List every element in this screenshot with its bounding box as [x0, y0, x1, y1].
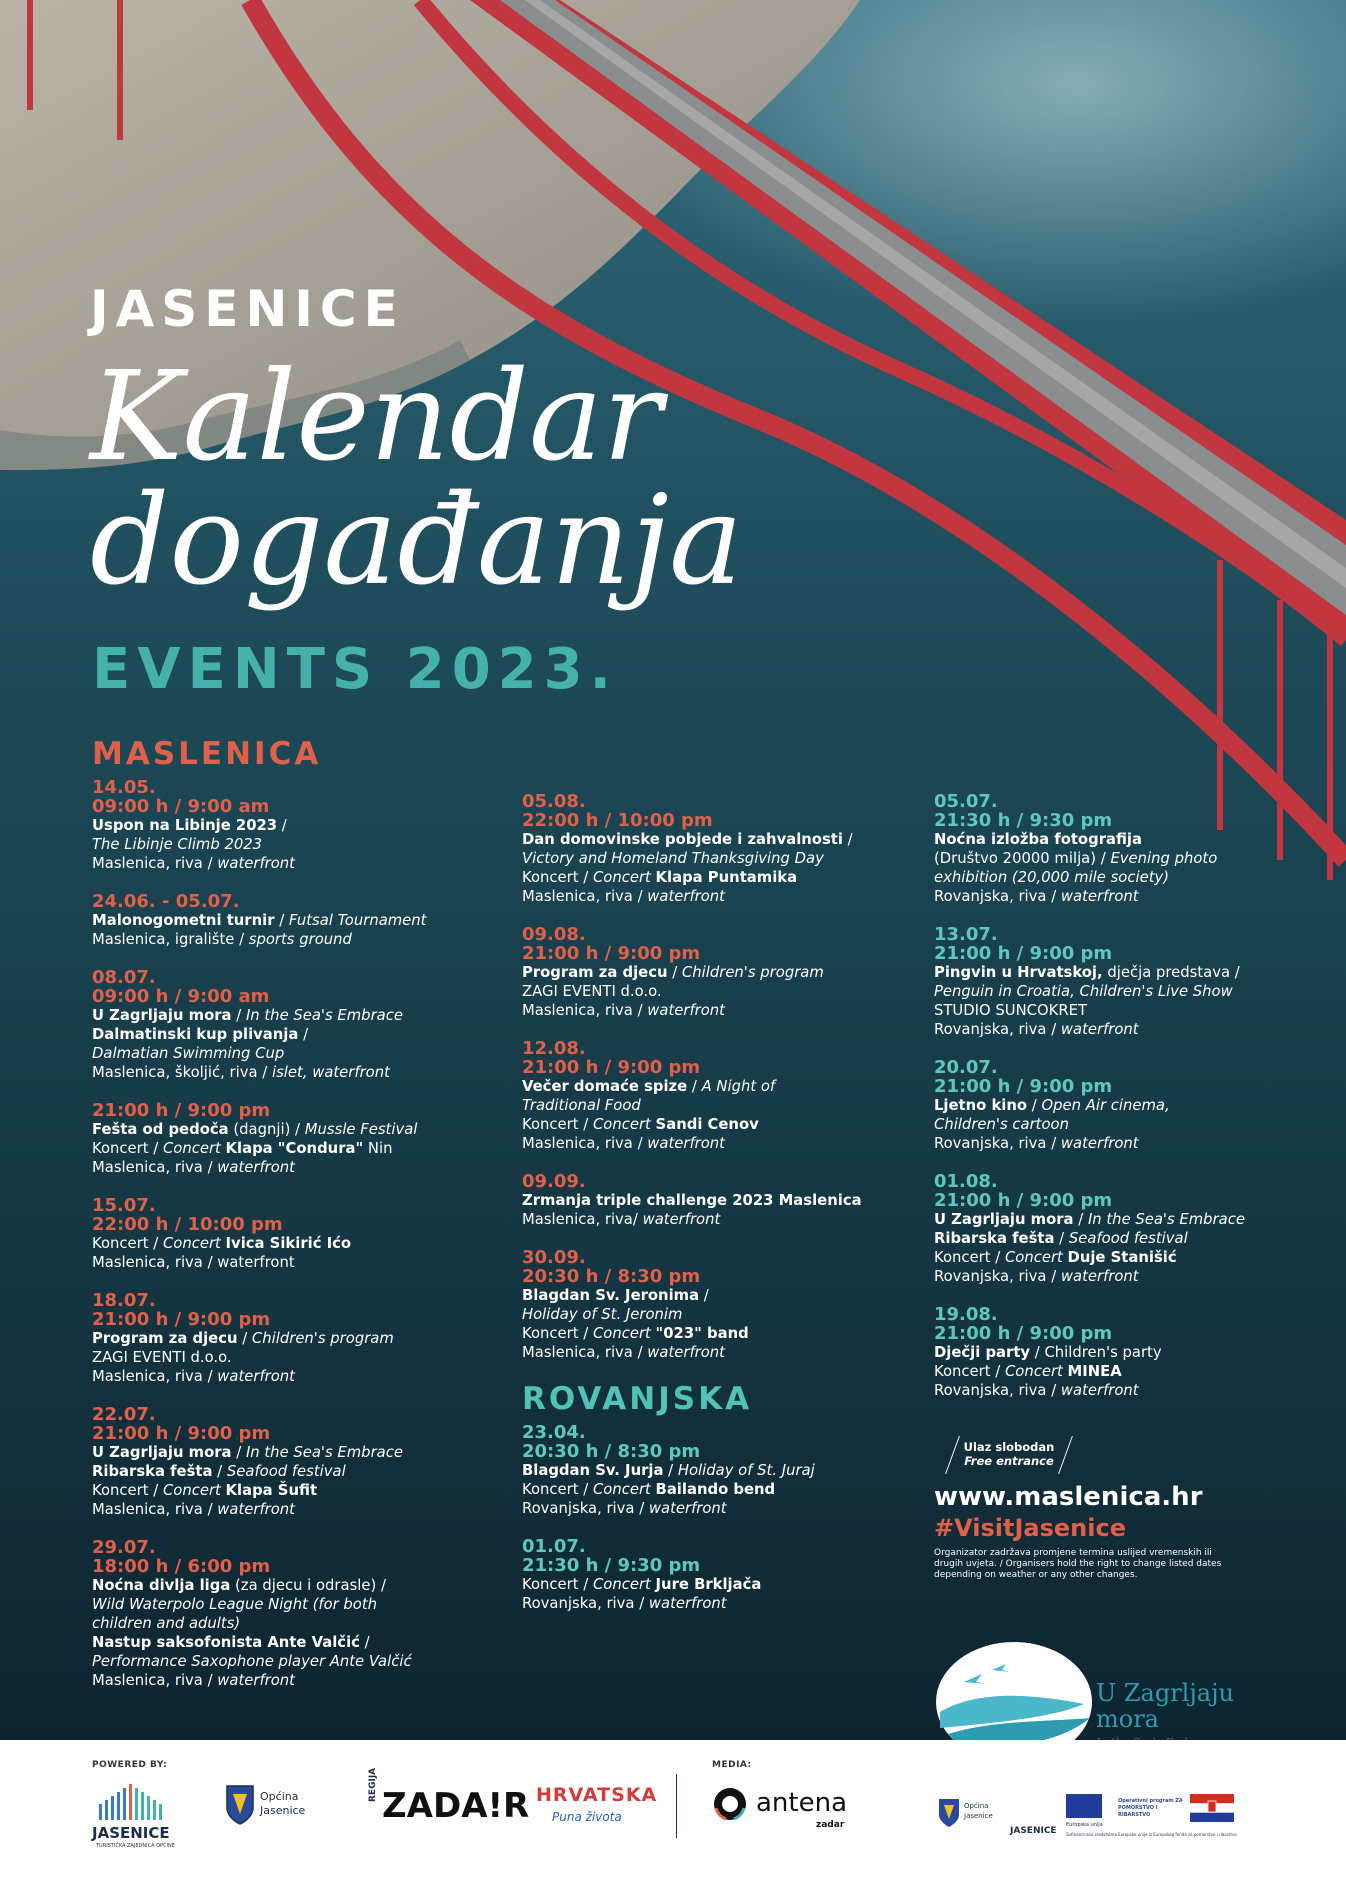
event-title: Uspon na Libinje 2023: [92, 817, 278, 834]
event-title-mid: (Društvo 20000 milja) /: [934, 850, 1106, 867]
event-performer: MINEA: [1067, 1363, 1122, 1380]
event-title: Zrmanja triple challenge 2023 Maslenica: [522, 1192, 862, 1209]
event-time: 21:00 h / 9:00 pm: [522, 1057, 701, 1078]
event-performer: Klapa Šufit: [225, 1482, 318, 1499]
event-title-2: Ribarska fešta: [934, 1230, 1055, 1247]
embrace-line-1: U Zagrljaju: [1096, 1679, 1234, 1707]
hashtag: #VisitJasenice: [934, 1514, 1126, 1542]
event-title-en: Futsal Tournament: [288, 912, 427, 929]
eu-label: Europska unija: [1066, 1822, 1103, 1828]
event-item: 23.04. 20:30 h / 8:30 pm Blagdan Sv. Jurja / Holiday of St. Juraj Koncert / Concert Bailando bend Rovanjska, riva / waterfront: [522, 1423, 932, 1518]
concert-label-en: Concert: [162, 1235, 221, 1252]
event-date: 09.09.: [522, 1171, 586, 1192]
event-place: Maslenica, riva: [522, 888, 633, 905]
event-date: 23.04.: [522, 1422, 586, 1443]
footer-divider: [676, 1774, 677, 1838]
event-item: 01.08. 21:00 h / 9:00 pm U Zagrljaju mora / In the Sea's Embrace Ribarska fešta / Seafood festival Koncert / Concert Duje Stanišić Rovanjska, riva / waterfront: [934, 1172, 1344, 1286]
event-time: 21:00 h / 9:00 pm: [934, 943, 1113, 964]
event-place: Maslenica, školjić, riva: [92, 1064, 258, 1081]
event-title: Blagdan Sv. Jurja: [522, 1462, 664, 1479]
event-title-en: A Night of Traditional Food: [522, 1078, 776, 1114]
event-time: 21:00 h / 9:00 pm: [522, 943, 701, 964]
event-place-en: waterfront: [1060, 1382, 1139, 1399]
column-rovanjska: [934, 792, 1344, 1419]
event-performer: Sandi Cenov: [655, 1116, 759, 1133]
event-place: Maslenica, igralište: [92, 931, 235, 948]
event-time: 21:00 h / 9:00 pm: [92, 1309, 271, 1330]
event-title-en: Children's program: [681, 964, 824, 981]
event-performer: Klapa Puntamika: [655, 869, 798, 886]
event-date: 08.07.: [92, 967, 156, 988]
event-title: Dječji party: [934, 1344, 1031, 1361]
event-time: 21:30 h / 9:30 pm: [934, 810, 1113, 831]
event-date: 13.07.: [934, 924, 998, 945]
event-title: Dan domovinske pobjede i zahvalnosti: [522, 831, 843, 848]
event-title-en: Penguin in Croatia, Children's Live Show: [934, 983, 1233, 1000]
event-place-en: waterfront: [647, 1135, 725, 1152]
event-title-mid: (za djecu i odrasle) /: [235, 1577, 386, 1594]
page-title: [90, 345, 743, 613]
event-title: Noćna divlja liga: [92, 1577, 231, 1594]
event-item: 24.06. - 05.07. Malonogometni turnir / Futsal Tournament Maslenica, igralište / sports ground: [92, 892, 502, 949]
event-title-en: Children's program: [251, 1330, 394, 1347]
event-title: Noćna izložba fotografija: [934, 831, 1142, 848]
event-date: 05.08.: [522, 791, 586, 812]
event-title: Blagdan Sv. Jeronima: [522, 1287, 700, 1304]
event-title: Fešta od pedoča: [92, 1121, 229, 1138]
event-performer: "023" band: [655, 1325, 749, 1342]
event-title-2-en: Dalmatian Swimming Cup: [92, 1045, 285, 1062]
event-time: 21:00 h / 9:00 pm: [934, 1190, 1113, 1211]
event-place: Rovanjska, riva: [522, 1500, 635, 1517]
footer-sponsors: [0, 1740, 1346, 1878]
event-title: U Zagrljaju mora: [92, 1444, 232, 1461]
concert-label-en: Concert: [592, 1325, 651, 1342]
event-place-en: waterfront: [1060, 1268, 1139, 1285]
logo-zadar: ZADA!R: [382, 1786, 530, 1826]
event-title-en: Mussle Festival: [304, 1121, 418, 1138]
event-title-en: Open Air cinema, Children's cartoon: [934, 1097, 1170, 1133]
event-title: Program za djecu: [522, 964, 668, 981]
event-place: Maslenica, riva / waterfront: [92, 1254, 295, 1271]
event-item: 20.07. 21:00 h / 9:00 pm Ljetno kino / Open Air cinema, Children's cartoon Rovanjska, riva / waterfront: [934, 1058, 1344, 1153]
event-time: 18:00 h / 6:00 pm: [92, 1556, 271, 1577]
event-title-2-en: Seafood festival: [226, 1463, 346, 1480]
event-org: ZAGI EVENTI d.o.o.: [92, 1349, 232, 1366]
concert-label: Koncert: [522, 1576, 579, 1593]
event-item: 01.07. 21:30 h / 9:30 pm Koncert / Concert Jure Brkljača Rovanjska, riva / waterfront: [522, 1537, 932, 1613]
event-title-en: Wild Waterpolo League Night (for both children and adults): [92, 1596, 378, 1632]
concert-label-en: Concert: [592, 1481, 651, 1498]
logo-puna-zivota: Puna života: [552, 1810, 622, 1824]
event-place-en: waterfront: [217, 1368, 295, 1385]
event-item: 30.09. 20:30 h / 8:30 pm Blagdan Sv. Jeronima / Holiday of St. Jeronim Koncert / Concert "023" band Maslenica, riva / waterfront: [522, 1248, 932, 1362]
small-jasenice: JASENICE: [1010, 1826, 1057, 1836]
event-time: 21:00 h / 9:00 pm: [92, 1423, 271, 1444]
event-place: Maslenica, riva/: [522, 1211, 638, 1228]
event-title: Malonogometni turnir: [92, 912, 275, 929]
event-date: 15.07.: [92, 1195, 156, 1216]
event-place: Maslenica, riva: [522, 1002, 633, 1019]
media-label: MEDIA:: [712, 1760, 752, 1770]
event-time: 21:00 h / 9:00 pm: [934, 1076, 1113, 1097]
event-place-en: waterfront: [647, 1344, 725, 1361]
event-date: 22.07.: [92, 1404, 156, 1425]
event-item: 18.07. 21:00 h / 9:00 pm Program za djecu / Children's program ZAGI EVENTI d.o.o. Maslenica, riva / waterfront: [92, 1291, 502, 1386]
event-date: 09.08.: [522, 924, 586, 945]
event-title: Program za djecu: [92, 1330, 238, 1347]
event-time: 21:00 h / 9:00 pm: [934, 1323, 1113, 1344]
event-place-en: waterfront: [1060, 888, 1139, 905]
event-place-en: waterfront: [217, 1501, 295, 1518]
event-place: Rovanjska, riva: [934, 1021, 1047, 1038]
event-place: Rovanjska, riva: [934, 888, 1047, 905]
event-item: [522, 1172, 932, 1229]
free-entrance-hr: Ulaz slobodan: [963, 1440, 1055, 1454]
embrace-line-2: mora: [1096, 1705, 1159, 1733]
event-place-en: waterfront: [1060, 1135, 1139, 1152]
event-place-en: islet, waterfront: [271, 1064, 390, 1081]
concert-label-en: Concert: [162, 1482, 221, 1499]
free-entrance-badge: [948, 1436, 1070, 1474]
concert-label: Koncert: [522, 1325, 579, 1342]
event-title-en: Evening photo exhibition (20,000 mile society): [934, 850, 1218, 886]
event-title: Večer domaće spize: [522, 1078, 688, 1095]
event-title: Ljetno kino: [934, 1097, 1028, 1114]
concert-label: Koncert: [92, 1482, 149, 1499]
logo-jasenice: JASENICE: [92, 1824, 170, 1842]
concert-label: Koncert: [934, 1249, 991, 1266]
event-time: 22:00 h / 10:00 pm: [522, 810, 713, 831]
powered-by-label: POWERED BY:: [92, 1760, 168, 1770]
column-maslenica: [92, 736, 502, 1709]
eu-note: Sufinancirano sredstvima Europske unije iz Europskog fonda za pomorstvo i ribarstvo: [1066, 1832, 1237, 1837]
event-time: 21:30 h / 9:30 pm: [522, 1555, 701, 1576]
event-date: 05.07.: [934, 791, 998, 812]
concert-label-en: Concert: [592, 1116, 651, 1133]
title-line-1: Kalendar: [90, 345, 663, 489]
logo-regija: REGIJA: [368, 1767, 378, 1802]
concert-label: Koncert: [92, 1140, 149, 1157]
event-date: 01.07.: [522, 1536, 586, 1557]
event-place-en: waterfront: [217, 1672, 295, 1689]
event-date: 14.05.: [92, 777, 156, 798]
concert-label-en: Concert: [592, 869, 651, 886]
event-place-en: waterfront: [648, 1595, 727, 1612]
event-place: Rovanjska, riva: [934, 1382, 1047, 1399]
event-item: 22.07. 21:00 h / 9:00 pm U Zagrljaju mora / In the Sea's Embrace Ribarska fešta / Seafood festival Koncert / Concert Klapa Šufit Maslenica, riva / waterfront: [92, 1405, 502, 1519]
event-item: 14.05. 09:00 h / 9:00 am Uspon na Libinje 2023 / The Libinje Climb 2023 Maslenica, riva / waterfront: [92, 778, 502, 873]
brand-heading: JASENICE: [90, 280, 405, 338]
event-time: 22:00 h / 10:00 pm: [92, 1214, 283, 1235]
event-place: Rovanjska, riva: [934, 1268, 1047, 1285]
event-item: 15.07. 22:00 h / 10:00 pm Koncert / Concert Ivica Sikirić Ićo Maslenica, riva / waterfront: [92, 1196, 502, 1272]
event-time: 21:00 h / 9:00 pm: [92, 1100, 271, 1121]
logo-jasenice-sub: TURISTIČKA ZAJEDNICA OPĆINE: [96, 1843, 175, 1849]
event-place-en: waterfront: [217, 855, 295, 872]
disclaimer-note: Organizator zadržava promjene termina uslijed vremenskih ili drugih uvjeta. / Organisers hold the right to change listed dates depending on weather or any other changes.: [934, 1548, 1222, 1580]
event-time: 09:00 h / 9:00 am: [92, 796, 270, 817]
logo-antena: antena: [756, 1788, 848, 1818]
small-opcina-1: Općina: [964, 1802, 989, 1810]
jasenice-tz-logo-icon: [95, 1782, 167, 1820]
event-org: STUDIO SUNCOKRET: [934, 1002, 1088, 1019]
concert-label-en: Concert: [592, 1576, 651, 1593]
croatia-flag-icon: [1190, 1794, 1234, 1822]
opcina-small-coat-icon: [938, 1798, 960, 1828]
event-place: Maslenica, riva: [522, 1135, 633, 1152]
event-item: 21:00 h / 9:00 pm Fešta od pedoča (dagnji) / Mussle Festival Koncert / Concert Klapa "Condura" Nin Maslenica, riva / waterfront: [92, 1101, 502, 1177]
event-item: 19.08. 21:00 h / 9:00 pm Dječji party / Children's party Koncert / Concert MINEA Rovanjska, riva / waterfront: [934, 1305, 1344, 1400]
event-item: 09.08. 21:00 h / 9:00 pm Program za djecu / Children's program ZAGI EVENTI d.o.o. Maslenica, riva / waterfront: [522, 925, 932, 1020]
logo-opcina-line2: Jasenice: [260, 1804, 306, 1817]
event-place: Maslenica, riva: [92, 1672, 203, 1689]
column-middle: [522, 792, 932, 1632]
concert-label-en: Concert: [1004, 1363, 1063, 1380]
event-title-2-en: Seafood festival: [1068, 1230, 1188, 1247]
event-org: ZAGI EVENTI d.o.o.: [522, 983, 662, 1000]
event-title-en: In the Sea's Embrace: [1087, 1211, 1245, 1228]
event-title-mid: dječja predstava /: [1107, 964, 1240, 981]
op-label: Operativni program ZA POMORSTVO I RIBARSTVO: [1118, 1798, 1183, 1818]
event-place: Maslenica, riva: [522, 1344, 633, 1361]
concert-label-en: Concert: [162, 1140, 221, 1157]
event-place: Maslenica, riva: [92, 1501, 203, 1518]
event-title: U Zagrljaju mora: [92, 1007, 232, 1024]
event-date: 30.09.: [522, 1247, 586, 1268]
event-item: 05.07. 21:30 h / 9:30 pm Noćna izložba fotografija (Društvo 20000 milja) / Evening photo exhibition (20,000 mile society) Rovanjska, riva / waterfront: [934, 792, 1344, 906]
event-title-2: Nastup saksofonista Ante Valčić: [92, 1634, 360, 1651]
concert-label: Koncert: [934, 1363, 991, 1380]
event-place: Maslenica, riva: [92, 1159, 203, 1176]
event-performer: Klapa "Condura": [225, 1140, 364, 1157]
event-date: 12.08.: [522, 1038, 586, 1059]
free-entrance-en: Free entrance: [964, 1454, 1054, 1468]
website-link[interactable]: www.maslenica.hr: [934, 1482, 1203, 1512]
event-title-2-en: Performance Saxophone player Ante Valčić: [92, 1653, 412, 1670]
event-title-en: Children's party: [1044, 1344, 1162, 1361]
logo-antena-zadar: zadar: [816, 1820, 845, 1830]
concert-label-en: Concert: [1004, 1249, 1063, 1266]
event-title-en: Holiday of St. Jeronim: [522, 1306, 683, 1323]
event-place-en: waterfront: [642, 1211, 721, 1228]
event-place: Rovanjska, riva: [522, 1595, 635, 1612]
concert-label: Koncert: [522, 869, 579, 886]
event-title-en: In the Sea's Embrace: [245, 1444, 403, 1461]
small-opcina-2: Jasenice: [964, 1812, 993, 1820]
event-performer: Bailando bend: [655, 1481, 776, 1498]
event-time: 09:00 h / 9:00 am: [92, 986, 270, 1007]
event-title: Pingvin u Hrvatskoj,: [934, 964, 1103, 981]
event-place-en: waterfront: [217, 1159, 295, 1176]
event-performer: Duje Stanišić: [1067, 1249, 1177, 1266]
event-date: 01.08.: [934, 1171, 998, 1192]
event-place-en: waterfront: [648, 1500, 727, 1517]
event-item: 29.07. 18:00 h / 6:00 pm Noćna divlja liga (za djecu i odrasle) / Wild Waterpolo League Night (for both children and adults) Nastup saksofonista Ante Valčić / Performance Saxophone player Ante Valčić Maslenica, riva / waterfront: [92, 1538, 502, 1690]
event-title-mid: (dagnji): [233, 1121, 291, 1138]
event-title-en: The Libinje Climb 2023: [92, 836, 263, 853]
event-title-en: In the Sea's Embrace: [245, 1007, 403, 1024]
title-line-2: događanja: [90, 469, 743, 613]
opcina-coat-of-arms-icon: [225, 1784, 255, 1826]
event-title-en: Victory and Homeland Thanksgiving Day: [522, 850, 824, 867]
event-date: 20.07.: [934, 1057, 998, 1078]
event-performer: Jure Brkljača: [655, 1576, 762, 1593]
event-place-en: waterfront: [1060, 1021, 1139, 1038]
event-item: 05.08. 22:00 h / 10:00 pm Dan domovinske pobjede i zahvalnosti / Victory and Homeland Thanksgiving Day Koncert / Concert Klapa Puntamika Maslenica, riva / waterfront: [522, 792, 932, 906]
concert-label: Koncert: [92, 1235, 149, 1252]
event-item: 12.08. 21:00 h / 9:00 pm Večer domaće spize / A Night of Traditional Food Koncert / Concert Sandi Cenov Maslenica, riva / waterfront: [522, 1039, 932, 1153]
antena-logo-icon: [712, 1786, 748, 1822]
event-date: 29.07.: [92, 1537, 156, 1558]
event-performer: Ivica Sikirić Ićo: [225, 1235, 352, 1252]
event-place: Maslenica, riva: [92, 1368, 203, 1385]
section-rovanjska: ROVANJSKA: [522, 1381, 753, 1417]
event-time: 20:30 h / 8:30 pm: [522, 1441, 701, 1462]
event-date: 18.07.: [92, 1290, 156, 1311]
events-subtitle: EVENTS 2023.: [92, 637, 618, 702]
event-place-en: waterfront: [647, 1002, 725, 1019]
event-date: 24.06. - 05.07.: [92, 891, 240, 912]
embrace-logo-title: [1096, 1680, 1234, 1732]
eu-flag-icon: [1066, 1794, 1102, 1818]
event-title-en: Holiday of St. Juraj: [677, 1462, 815, 1479]
event-title-2: Dalmatinski kup plivanja: [92, 1026, 299, 1043]
event-date: 19.08.: [934, 1304, 998, 1325]
event-place-en: sports ground: [248, 931, 352, 948]
concert-label: Koncert: [522, 1116, 579, 1133]
event-place-en: waterfront: [647, 888, 725, 905]
concert-label: Koncert: [522, 1481, 579, 1498]
event-place: Maslenica, riva: [92, 855, 203, 872]
event-time: 20:30 h / 8:30 pm: [522, 1266, 701, 1287]
event-title-2: Ribarska fešta: [92, 1463, 213, 1480]
logo-opcina-line1: Općina: [260, 1790, 299, 1803]
logo-hrvatska: HRVATSKA: [536, 1784, 658, 1806]
event-item: 13.07. 21:00 h / 9:00 pm Pingvin u Hrvatskoj, dječja predstava / Penguin in Croatia, Children's Live Show STUDIO SUNCOKRET Rovanjska, riva / waterfront: [934, 925, 1344, 1039]
section-maslenica: MASLENICA: [92, 736, 322, 772]
event-item: 08.07. 09:00 h / 9:00 am U Zagrljaju mora / In the Sea's Embrace Dalmatinski kup plivanja / Dalmatian Swimming Cup Maslenica, školjić, riva / islet, waterfront: [92, 968, 502, 1082]
event-title: U Zagrljaju mora: [934, 1211, 1074, 1228]
event-performer-tail: Nin: [367, 1140, 393, 1157]
event-place: Rovanjska, riva: [934, 1135, 1047, 1152]
